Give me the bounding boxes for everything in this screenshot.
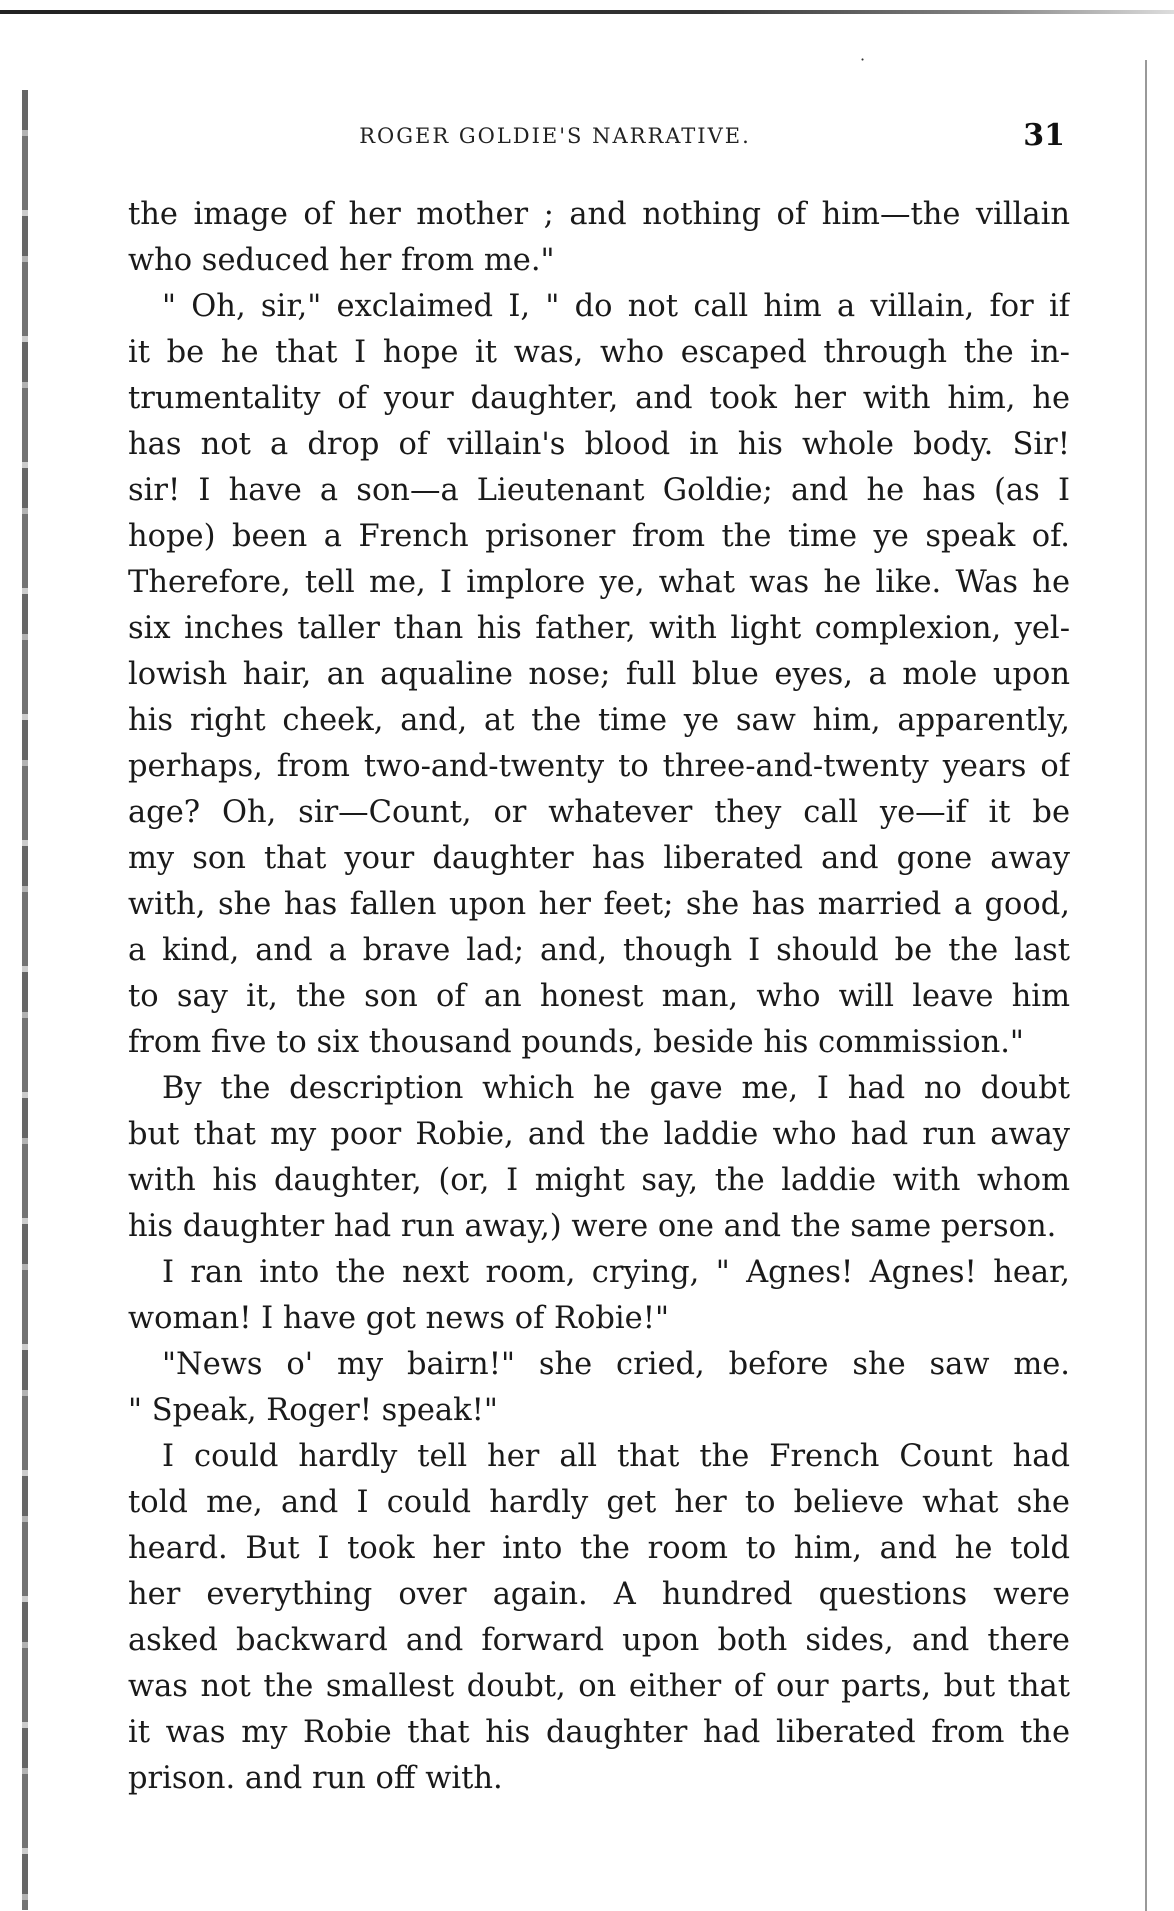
text-line: I could hardly tell her all that the French Count had bbox=[162, 1439, 1070, 1474]
body-text bbox=[128, 192, 1070, 1802]
text-line: " Speak, Roger! speak!" bbox=[128, 1393, 498, 1428]
text-line: Therefore, tell me, I implore ye, what was he like. Was he bbox=[128, 565, 1070, 600]
text-line: with, she has fallen upon her feet; she has married a good, bbox=[128, 887, 1070, 922]
text-line: my son that your daughter has liberated and gone away bbox=[128, 841, 1070, 876]
running-head: ROGER GOLDIE'S NARRATIVE. bbox=[359, 124, 751, 148]
text-line: it be he that I hope it was, who escaped through the in- bbox=[128, 335, 1070, 370]
text-line: told me, and I could hardly get her to believe what she bbox=[128, 1485, 1070, 1520]
text-line: six inches taller than his father, with light complexion, yel- bbox=[128, 611, 1070, 646]
text-line: prison. and run off with. bbox=[128, 1761, 503, 1796]
scan-right-edge bbox=[1145, 60, 1147, 1911]
text-line: heard. But I took her into the room to him, and he told bbox=[128, 1531, 1070, 1566]
text-line: a kind, and a brave lad; and, though I should be the last bbox=[128, 933, 1070, 968]
page-header bbox=[0, 118, 1174, 158]
text-line: her everything over again. A hundred questions were bbox=[128, 1577, 1070, 1612]
text-line: By the description which he gave me, I had no doubt bbox=[162, 1071, 1070, 1106]
text-line: lowish hair, an aqualine nose; full blue eyes, a mole upon bbox=[128, 657, 1070, 692]
text-line: asked backward and forward upon both sides, and there bbox=[128, 1623, 1070, 1658]
text-line: age? Oh, sir—Count, or whatever they call ye—if it be bbox=[128, 795, 1070, 830]
text-line: woman! I have got news of Robie!" bbox=[128, 1301, 669, 1336]
text-line: his daughter had run away,) were one and the same person. bbox=[128, 1209, 1057, 1244]
text-line: trumentality of your daughter, and took her with him, he bbox=[128, 381, 1070, 416]
text-line: sir! I have a son—a Lieutenant Goldie; and he has (as I bbox=[128, 473, 1070, 508]
text-line: with his daughter, (or, I might say, the laddie with whom bbox=[128, 1163, 1070, 1198]
text-line: " Oh, sir," exclaimed I, " do not call him a villain, for if bbox=[162, 289, 1070, 324]
text-line: the image of her mother ; and nothing of him—the villain bbox=[128, 197, 1070, 232]
scan-speck: · bbox=[860, 50, 866, 69]
text-line: perhaps, from two-and-twenty to three-and-twenty years of bbox=[128, 749, 1070, 784]
scan-top-edge bbox=[0, 10, 1174, 14]
text-line: to say it, the son of an honest man, who will leave him bbox=[128, 979, 1070, 1014]
text-line: I ran into the next room, crying, " Agnes! Agnes! hear, bbox=[162, 1255, 1070, 1290]
text-line: from five to six thousand pounds, beside his commission." bbox=[128, 1025, 1024, 1060]
text-line: hope) been a French prisoner from the time ye speak of. bbox=[128, 519, 1070, 554]
scan-left-edge bbox=[22, 90, 28, 1910]
text-line: it was my Robie that his daughter had liberated from the bbox=[128, 1715, 1070, 1750]
text-line: who seduced her from me." bbox=[128, 243, 555, 278]
page-number: 31 bbox=[1023, 118, 1065, 153]
text-line: has not a drop of villain's blood in his whole body. Sir! bbox=[128, 427, 1070, 462]
text-line: "News o' my bairn!" she cried, before she saw me. bbox=[162, 1347, 1070, 1382]
text-line: was not the smallest doubt, on either of our parts, but that bbox=[128, 1669, 1070, 1704]
text-line: his right cheek, and, at the time ye saw him, apparently, bbox=[128, 703, 1070, 738]
text-line: but that my poor Robie, and the laddie who had run away bbox=[128, 1117, 1070, 1152]
